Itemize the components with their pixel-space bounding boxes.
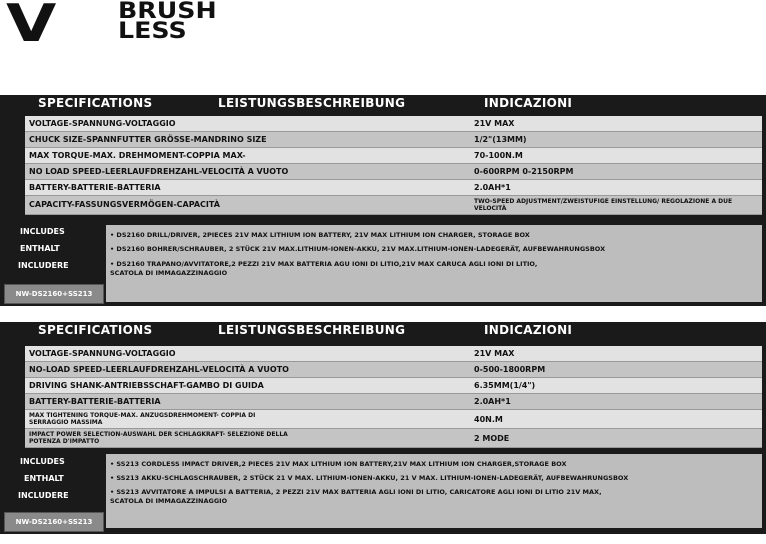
includes-box (106, 225, 762, 302)
includes-label: INCLUDES (20, 457, 65, 466)
spec-header (0, 322, 766, 340)
spec-label: VOLTAGE-SPANNUNG-VOLTAGGIO (29, 349, 176, 358)
spec-value: 0-500-1800RPM (474, 365, 546, 374)
logo-line-1: BRUSH (118, 0, 217, 24)
header-leistungsbeschreibung: LEISTUNGSBESCHREIBUNG (218, 96, 406, 110)
includere-label: INCLUDERE (18, 261, 69, 270)
includere-label: INCLUDERE (18, 491, 69, 500)
spec-row (25, 164, 762, 180)
spec-row (25, 394, 762, 410)
spec-row (25, 362, 762, 378)
brand-logo-brushless (118, 2, 217, 42)
spec-section-impact-driver (0, 322, 766, 534)
spec-header (0, 95, 766, 113)
spec-label: BATTERY-BATTERIE-BATTERIA (29, 397, 161, 406)
spec-row (25, 148, 762, 164)
model-number-badge: NW-DS2160+SS213 (4, 512, 104, 532)
spec-value: 2.0AH*1 (474, 183, 511, 192)
spec-label: VOLTAGE-SPANNUNG-VOLTAGGIO (29, 119, 176, 128)
spec-section-drill (0, 95, 766, 306)
spec-row (25, 132, 762, 148)
includes-line: • SS213 AVVITATORE A IMPULSI A BATTERIA, 2 PEZZI 21V MAX BATTERIA AGLI IONI DI LITIO, CARICATORE AGLI IONI DI LITIO 21V MAX, (110, 488, 602, 496)
includes-line: SCATOLA DI IMMAGAZZINAGGIO (110, 269, 228, 277)
includes-line: • DS2160 TRAPANO/AVVITATORE,2 PEZZI 21V MAX BATTERIA AGU IONI DI LITIO,21V MAX CARUCA AGLI IONI DI LITIO, (110, 260, 538, 268)
spec-label: IMPACT POWER SELECTION-AUSWAHL DER SCHLAGKRAFT- SELEZIONE DELLA POTENZA D'IMPATTO (29, 431, 288, 445)
spec-row (25, 429, 762, 448)
spec-value: 21V MAX (474, 119, 515, 128)
includes-line: • DS2160 BOHRER/SCHRAUBER, 2 STÜCK 21V MAX.LITHIUM-IONEN-AKKU, 21V MAX.LITHIUM-IONEN-LADEGERÄT, AUFBEWAHRUNGSBOX (110, 245, 606, 253)
spec-value: 1/2"(13MM) (474, 135, 527, 144)
spec-value: 0-600RPM 0-2150RPM (474, 167, 574, 176)
spec-label: CAPACITY-FASSUNGSVERMÖGEN-CAPACITÀ (29, 200, 220, 209)
spec-value: 2 MODE (474, 434, 510, 443)
includes-line: • SS213 AKKU-SCHLAGSCHRAUBER, 2 STÜCK 21 V MAX. LITHIUM-IONEN-AKKU, 21 V MAX. LITHIUM-IONEN-LADEGERÄT, AUFBEWAHRUNGSBOX (110, 474, 629, 482)
model-number-badge: NW-DS2160+SS213 (4, 284, 104, 304)
includes-label: INCLUDES (20, 227, 65, 236)
enthalt-label: ENTHALT (24, 474, 64, 483)
includes-line: SCATOLA DI IMMAGAZZINAGGIO (110, 497, 228, 505)
spec-label: NO-LOAD SPEED-LEERLAUFDREHZAHL-VELOCITÀ A VUOTO (29, 365, 289, 374)
spec-value: 21V MAX (474, 349, 515, 358)
header-specifications: SPECIFICATIONS (38, 323, 153, 337)
header-leistungsbeschreibung: LEISTUNGSBESCHREIBUNG (218, 323, 406, 337)
spec-value: 6.35MM(1/4") (474, 381, 536, 390)
spec-row (25, 346, 762, 362)
spec-label: DRIVING SHANK-ANTRIEBSSCHAFT-GAMBO DI GUIDA (29, 381, 264, 390)
spec-value: 40N.M (474, 415, 503, 424)
spec-label: MAX TORQUE-MAX. DREHMOMENT-COPPIA MAX- (29, 151, 246, 160)
spec-value: TWO-SPEED ADJUSTMENT/ZWEISTUFIGE EINSTELLUNG/ REGOLAZIONE A DUE VELOCITÀ (474, 198, 733, 212)
spec-value: 2.0AH*1 (474, 397, 511, 406)
enthalt-label: ENTHALT (20, 244, 60, 253)
spec-label: CHUCK SIZE-SPANNFUTTER GRÖSSE-MANDRINO SIZE (29, 135, 267, 144)
spec-row (25, 378, 762, 394)
header-indicazioni: INDICAZIONI (484, 323, 573, 337)
header-indicazioni: INDICAZIONI (484, 96, 573, 110)
includes-line: • DS2160 DRILL/DRIVER, 2PIECES 21V MAX LITHIUM ION BATTERY, 21V MAX LITHIUM ION CHARGER, STORAGE BOX (110, 231, 530, 239)
spec-row (25, 410, 762, 429)
spec-label: BATTERY-BATTERIE-BATTERIA (29, 183, 161, 192)
spec-row (25, 196, 762, 215)
brand-logo-v: V (6, 0, 54, 54)
includes-line: • SS213 CORDLESS IMPACT DRIVER,2 PIECES 21V MAX LITHIUM ION BATTERY,21V MAX LITHIUM ION CHARGER,STORAGE BOX (110, 460, 567, 468)
header-specifications: SPECIFICATIONS (38, 96, 153, 110)
spec-row (25, 116, 762, 132)
spec-row (25, 180, 762, 196)
spec-label: NO LOAD SPEED-LEERLAUFDREHZAHL-VELOCITÀ A VUOTO (29, 167, 289, 176)
includes-box (106, 454, 762, 528)
logo-line-2: LESS (118, 19, 187, 44)
spec-value: 70-100N.M (474, 151, 523, 160)
spec-label: MAX TIGHTENING TORQUE-MAX. ANZUGSDREHMOMENT- COPPIA DI SERRAGGIO MASSIMA (29, 412, 256, 426)
